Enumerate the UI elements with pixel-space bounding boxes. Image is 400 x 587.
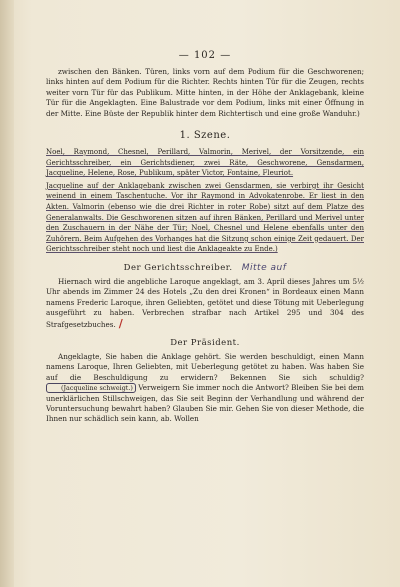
red-pencil-mark: /	[118, 316, 123, 330]
boxed-stage-note: (Jacqueline schweigt.)	[46, 383, 136, 393]
stage-directions: Jacqueline auf der Anklagebank zwischen zwei Gensdarmen, sie verbirgt ihr Gesicht weinend in einem Taschentuche. Vor ihr Raymond in Advokatenrobe. Er liest in den Akten. Valmorin (ebenso wie die drei Richter in roter Robe) sitzt auf dem Platze des Generalanwalts. Die Geschworenen sitzen auf ihren Bänken, Perillard und Merivel unter den Zuschauern in der Nähe der Tür; Noel, Chesnel und Helene ebenfalls unter den Zuhörern. Beim Aufgehen des Vorhanges hat die Sitzung schon einige Zeit gedauert. Der Gerichtsschreiber steht noch und liest die Anklageakte zu Ende.)	[46, 181, 364, 254]
president-heading: Der Präsident.	[170, 338, 240, 348]
clerk-speech-text: Hiernach wird die angebliche Laroque angeklagt, am 3. April dieses Jahres um 5½ Uhr abends im Zimmer 24 des Hotels „Zu den drei Kronen“ in Bordeaux einen Mann namens Frederic Laroque, ihren Geliebten, getötet und diese Tötung mit Ueberlegung ausgeführt zu haben. Verbrechen strafbar nach Artikel 295 und 304 des Strafgesetzbuches.	[46, 276, 364, 329]
clerk-heading	[46, 263, 364, 273]
handwritten-annotation: Mitte auf	[241, 262, 287, 273]
president-speech-text-1: Angeklagte, Sie haben die Anklage gehört. Sie werden beschuldigt, einen Mann namens Laroque, Ihren Geliebten, mit Ueberlegung getötet zu haben. Was haben Sie auf die Beschuldigung zu erwidern? Bekennen Sie sich schuldig?	[46, 352, 364, 382]
cast-list: Noel, Raymond, Chesnel, Perillard, Valmorin, Merivel, der Vorsitzende, ein Gerichtsschreiber, ein Gerichtsdiener, zwei Räte, Geschworene, Gensdarmen, Jacqueline, Helene, Rose, Publikum, später Victor, Fontaine, Fleuriot.	[46, 148, 364, 178]
clerk-speech	[46, 277, 364, 330]
president-speech-text-2: Verweigern Sie immer noch die Antwort? Bleiben Sie bei dem unerklärlichen Stillschweigen, das Sie seit Beginn der Verhandlung und während der Voruntersuchung bewahrt haben? Glauben Sie mir. Gehen Sie von dieser Methode, die Ihnen nur schädlich sein kann, ab. Wollen	[46, 383, 364, 424]
book-binding-edge	[0, 0, 14, 587]
page-content	[46, 50, 364, 425]
scene-title: 1. Szene.	[179, 130, 231, 142]
page-number: — 102 —	[178, 50, 232, 61]
intro-paragraph: zwischen den Bänken. Türen, links vorn auf dem Podium für die Geschworenen; links hinten auf dem Podium für die Richter. Rechts hinten Tür für die Zeugen, rechts weiter vorn Tür für das Publikum. Mitte hinten, in der Höhe der Anklagebank, kleine Tür für die Angeklagten. Eine Balustrade vor dem Podium, links mit einer Öffnung in der Mitte. Eine Büste der Republik hinter dem Richtertisch und eine große Wanduhr.)	[46, 67, 364, 118]
clerk-heading-text: Der Gerichtsschreiber.	[123, 262, 233, 273]
president-speech	[46, 352, 364, 425]
